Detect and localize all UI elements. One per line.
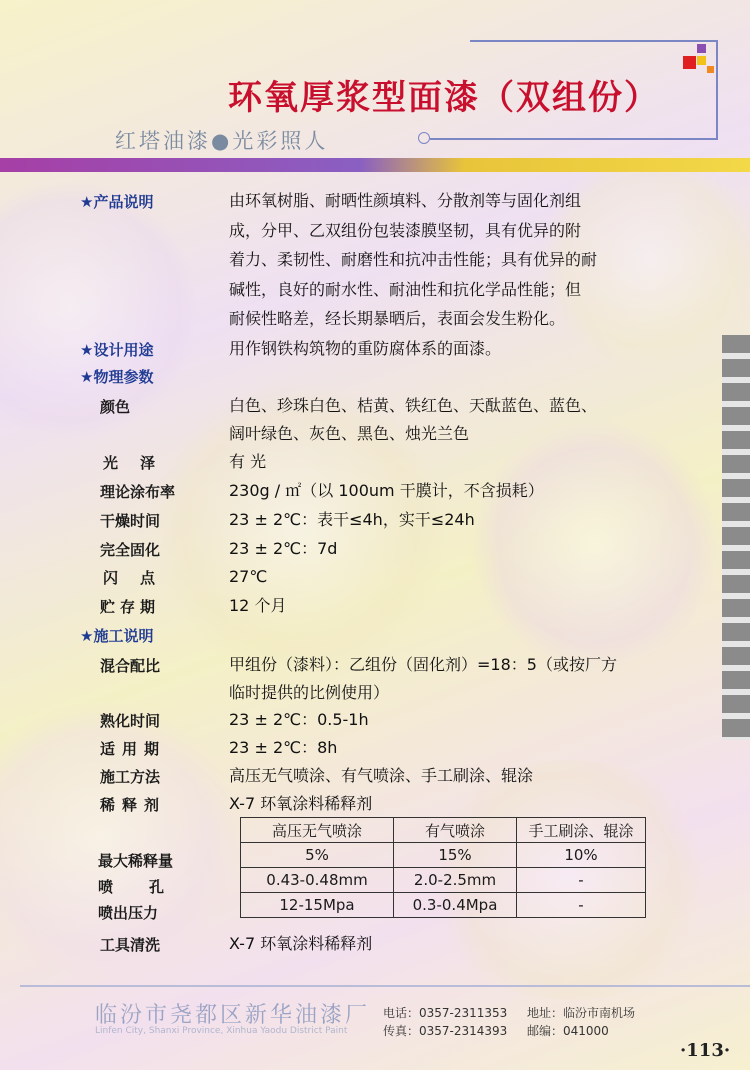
contact-postcode: 邮编：041000 [527, 1024, 609, 1038]
label-coverage: 理论涂布率 [100, 483, 176, 501]
footer-divider [20, 985, 750, 987]
label-cleaning: 工具清洗 [100, 936, 161, 954]
method-value: 高压无气喷涂、有气喷涂、手工刷涂、辊涂 [229, 766, 534, 785]
section-label-usage: ★设计用途 [80, 341, 154, 359]
label-drying: 干燥时间 [100, 512, 161, 530]
header-ring-icon [418, 132, 430, 144]
section-label-physical: ★物理参数 [80, 368, 154, 386]
product-line: 耐候性略差，经长期暴晒后，表面会发生粉化。 [229, 309, 566, 328]
table-cell: - [517, 868, 646, 893]
header-frame-right [716, 40, 718, 140]
product-line: 由环氧树脂、耐晒性颜填料、分散剂等与固化剂组 [229, 191, 582, 210]
table-row-label: 最大稀释量 [98, 852, 174, 870]
color-line: 白色、珍珠白色、桔黄、铁红色、天酞蓝色、蓝色、 [229, 396, 598, 415]
label-curing: 完全固化 [100, 541, 161, 559]
company-name: 临汾市尧都区新华油漆厂 [95, 1003, 371, 1028]
drying-value: 23 ± 2℃：表干≤4h，实干≤24h [229, 510, 475, 529]
table-cell: 0.43-0.48mm [241, 868, 394, 893]
product-line: 碱性，良好的耐水性、耐油性和抗化学品性能；但 [229, 280, 582, 299]
coverage-value: 230g / ㎡（以 100um 干膜计，不含损耗） [229, 481, 544, 500]
color-line: 阔叶绿色、灰色、黑色、烛光兰色 [229, 424, 470, 443]
maturation-value: 23 ± 2℃：0.5-1h [229, 710, 369, 729]
logo-square-red [683, 56, 696, 69]
header-frame-top [470, 40, 716, 42]
cleaning-value: X-7 环氧涂料稀释剂 [229, 934, 373, 953]
page-title: 环氧厚浆型面漆（双组份） [228, 78, 660, 118]
label-thinner: 稀释剂 [100, 796, 167, 814]
mix-line: 甲组份（漆料）：乙组份（固化剂）=18：5（或按厂方 [229, 655, 617, 674]
contact-fax: 传真：0357-2314393 [383, 1024, 508, 1038]
slogan: 红塔油漆●光彩照人 [115, 129, 329, 153]
dilution-table [240, 817, 646, 918]
curing-value: 23 ± 2℃：7d [229, 539, 338, 558]
table-cell: 10% [517, 843, 646, 868]
logo-square-purple [697, 44, 706, 53]
contact-phone: 电话：0357-2311353 [383, 1006, 508, 1020]
page-number: ·113· [680, 1040, 731, 1061]
table-row-label: 喷出压力 [98, 904, 159, 922]
table-header: 手工刷涂、辊涂 [517, 818, 646, 843]
label-method: 施工方法 [100, 768, 161, 786]
company-name-english: Linfen City, Shanxi Province, Xinhua Yaodu District Paint [95, 1026, 348, 1036]
mix-line: 临时提供的比例使用） [229, 683, 390, 702]
product-line: 着力、柔韧性、耐磨性和抗冲击性能；具有优异的耐 [229, 250, 598, 269]
logo-square-orange [707, 66, 714, 73]
table-cell: 5% [241, 843, 394, 868]
usage-text: 用作钢铁构筑物的重防腐体系的面漆。 [229, 339, 502, 358]
table-cell: 0.3-0.4Mpa [394, 893, 517, 918]
label-storage: 贮存期 [100, 598, 161, 616]
side-decorative-strip [722, 335, 750, 740]
label-potlife: 适用期 [100, 740, 167, 758]
table-cell: 15% [394, 843, 517, 868]
table-header-row [241, 818, 646, 843]
section-label-application: ★施工说明 [80, 627, 154, 645]
table-row [241, 868, 646, 893]
table-cell: - [517, 893, 646, 918]
table-row [241, 843, 646, 868]
product-line: 成，分甲、乙双组份包装漆膜坚韧，具有优异的附 [229, 221, 582, 240]
table-row-label: 喷孔 [98, 878, 201, 896]
table-cell: 12-15Mpa [241, 893, 394, 918]
table-cell: 2.0-2.5mm [394, 868, 517, 893]
label-gloss: 光泽 [103, 454, 178, 472]
label-flash: 闪点 [103, 569, 178, 587]
logo-square-yellow [697, 56, 706, 65]
table-row [241, 893, 646, 918]
flash-value: 27℃ [229, 567, 268, 586]
label-mix: 混合配比 [100, 657, 161, 675]
table-header: 有气喷涂 [394, 818, 517, 843]
section-label-product: ★产品说明 [80, 193, 154, 211]
label-color: 颜色 [100, 398, 131, 416]
potlife-value: 23 ± 2℃：8h [229, 738, 338, 757]
header-frame-bottom [430, 138, 716, 140]
header-color-band [0, 158, 750, 172]
storage-value: 12 个月 [229, 596, 287, 615]
background-flower [470, 420, 720, 670]
thinner-value: X-7 环氧涂料稀释剂 [229, 794, 373, 813]
table-header: 高压无气喷涂 [241, 818, 394, 843]
contact-address: 地址：临汾市南机场 [527, 1006, 636, 1020]
gloss-value: 有 光 [229, 452, 267, 471]
label-maturation: 熟化时间 [100, 712, 161, 730]
